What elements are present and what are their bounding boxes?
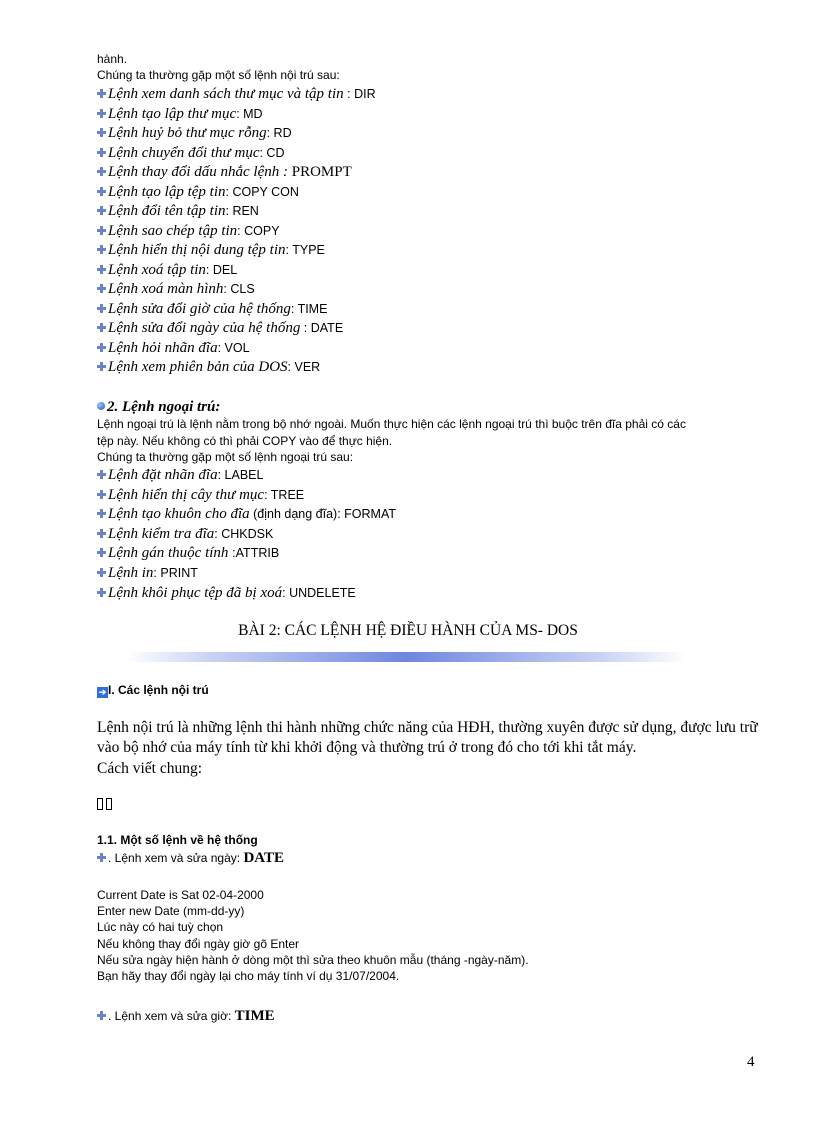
intro-paragraph: Lệnh nội trú là những lệnh thi hành những chức năng của HĐH, thường xuyên được sử dụng, được lưu trữ vào bộ nhớ của máy tính từ khi khởi động và thường trú ở trong đó cho tới khi tắt máy. bbox=[97, 719, 758, 756]
command-value: : RD bbox=[266, 126, 292, 140]
plus-bullet-icon bbox=[97, 187, 106, 196]
command-label: Lệnh gán thuộc tính bbox=[108, 545, 233, 562]
command-value: : REN bbox=[225, 204, 259, 218]
plus-bullet-icon bbox=[97, 304, 106, 313]
command-value: : CD bbox=[259, 145, 285, 160]
command-item bbox=[97, 84, 376, 103]
command-item bbox=[97, 279, 255, 298]
command-value: : VOL bbox=[217, 340, 250, 355]
plus-bullet-icon bbox=[97, 529, 106, 538]
heading-system-commands: 1.1. Một số lệnh về hệ thống bbox=[97, 833, 258, 847]
plus-bullet-icon bbox=[97, 568, 106, 577]
section-2-heading bbox=[97, 398, 220, 416]
command-item bbox=[97, 583, 356, 602]
command-label: Lệnh huỷ bỏ thư mục rỗng bbox=[108, 125, 267, 141]
heading-internal-commands bbox=[97, 683, 209, 698]
date-output-line: Nếu sửa ngày hiện hành ở dòng một thì sửa theo khuôn mẫu (tháng -ngày-năm). bbox=[97, 952, 529, 967]
command-item bbox=[97, 201, 259, 220]
command-value: : DIR bbox=[343, 87, 376, 101]
time-item-prefix: . Lệnh xem và sửa giờ: bbox=[108, 1009, 235, 1023]
command-value: : DATE bbox=[300, 321, 344, 335]
section-2-desc-3: Chúng ta thường gặp một số lệnh ngoại trú sau: bbox=[97, 450, 354, 464]
page-number: 4 bbox=[747, 1054, 755, 1070]
plus-bullet-icon bbox=[97, 148, 106, 157]
plus-bullet-icon bbox=[97, 1011, 106, 1020]
command-item bbox=[97, 123, 292, 142]
plus-bullet-icon bbox=[97, 167, 106, 176]
command-item bbox=[97, 104, 263, 123]
date-command-item bbox=[97, 850, 284, 867]
date-output-line: Enter new Date (mm-dd-yy) bbox=[97, 904, 245, 919]
command-label: Lệnh sửa đổi giờ của hệ thống bbox=[108, 300, 291, 317]
intro-line-1: hành. bbox=[97, 52, 128, 66]
command-item bbox=[97, 162, 352, 181]
section-2-desc-2: tệp này. Nếu không có thì phải COPY vào để thực hiện. bbox=[97, 434, 393, 448]
command-value: : COPY CON bbox=[225, 184, 299, 199]
plus-bullet-icon bbox=[97, 128, 106, 137]
arrow-box-icon: ➔ bbox=[98, 687, 107, 697]
plus-bullet-icon bbox=[97, 470, 106, 479]
command-label: Lệnh xem phiên bản của DOS bbox=[108, 359, 288, 375]
command-label: Lệnh tạo lập tệp tin bbox=[108, 183, 226, 200]
blue-dot-icon bbox=[97, 402, 105, 410]
plus-bullet-icon bbox=[97, 265, 106, 274]
command-item bbox=[97, 221, 280, 240]
command-value: : LABEL bbox=[217, 468, 264, 482]
command-value: PROMPT bbox=[287, 164, 352, 180]
date-item-prefix: . Lệnh xem và sửa ngày: bbox=[108, 851, 244, 865]
time-command-name: TIME bbox=[234, 1008, 275, 1024]
command-value: : TIME bbox=[290, 301, 328, 316]
command-label: Lệnh xem danh sách thư mục và tập tin bbox=[108, 86, 344, 102]
command-value: : TREE bbox=[264, 487, 305, 502]
command-label: Lệnh sửa đổi ngày của hệ thống bbox=[108, 320, 301, 336]
plus-bullet-icon bbox=[97, 284, 106, 293]
general-syntax-label: Cách viết chung: bbox=[97, 760, 203, 777]
command-item bbox=[97, 240, 325, 259]
plus-bullet-icon bbox=[97, 323, 106, 332]
section-2-desc-1: Lệnh ngoại trú là lệnh nằm trong bộ nhớ ngoài. Muốn thực hiện các lệnh ngoại trú thì buộc trên đĩa phải có các bbox=[97, 417, 686, 431]
plus-bullet-icon bbox=[97, 109, 106, 118]
gradient-divider bbox=[126, 652, 686, 662]
time-command-item bbox=[97, 1008, 275, 1025]
command-value: : COPY bbox=[237, 223, 280, 238]
syntax-placeholder bbox=[97, 798, 115, 813]
command-value: : PRINT bbox=[153, 566, 198, 580]
section-2-title: 2. Lệnh ngoại trú: bbox=[107, 399, 221, 415]
command-value: : CHKDSK bbox=[214, 526, 274, 541]
command-label: Lệnh đổi tên tập tin bbox=[108, 203, 226, 219]
command-item bbox=[97, 318, 343, 337]
command-item bbox=[97, 182, 299, 201]
date-output-line: Current Date is Sat 02-04-2000 bbox=[97, 888, 264, 902]
heading-1-text: I. Các lệnh nội trú bbox=[108, 683, 209, 697]
command-value: : TYPE bbox=[285, 243, 325, 257]
command-value: : VER bbox=[287, 360, 321, 374]
command-value: :ATTRIB bbox=[232, 546, 280, 561]
command-item bbox=[97, 543, 279, 562]
command-value: : CLS bbox=[223, 282, 255, 296]
command-label: Lệnh in bbox=[108, 565, 154, 581]
command-label: Lệnh xoá màn hình bbox=[108, 281, 224, 297]
plus-bullet-icon bbox=[97, 89, 106, 98]
command-label: Lệnh đặt nhãn đĩa bbox=[108, 467, 218, 483]
intro-line-2: Chúng ta thường gặp một số lệnh nội trú sau: bbox=[97, 68, 340, 82]
command-item bbox=[97, 357, 320, 376]
command-value: : DEL bbox=[205, 262, 238, 277]
plus-bullet-icon bbox=[97, 343, 106, 352]
command-item bbox=[97, 485, 304, 504]
plus-bullet-icon bbox=[97, 362, 106, 371]
command-label: Lệnh thay đổi dấu nhắc lệnh : bbox=[108, 164, 288, 180]
command-item bbox=[97, 504, 396, 523]
command-value: : UNDELETE bbox=[282, 585, 356, 600]
date-output-line: Nếu không thay đổi ngày giờ gõ Enter bbox=[97, 936, 300, 951]
command-item bbox=[97, 524, 273, 543]
plus-bullet-icon bbox=[97, 206, 106, 215]
plus-bullet-icon bbox=[97, 548, 106, 557]
command-label: Lệnh hiển thị cây thư mục bbox=[108, 486, 265, 503]
command-label: Lệnh khôi phục tệp đã bị xoá bbox=[108, 584, 283, 601]
command-label: Lệnh kiểm tra đĩa bbox=[108, 525, 215, 542]
plus-bullet-icon bbox=[97, 853, 106, 862]
plus-bullet-icon bbox=[97, 490, 106, 499]
empty-box-icon bbox=[106, 798, 112, 810]
command-label: Lệnh hiển thị nội dung tệp tin bbox=[108, 242, 286, 258]
plus-bullet-icon bbox=[97, 588, 106, 597]
command-value: : MD bbox=[236, 106, 263, 121]
command-label: Lệnh tạo lập thư mục bbox=[108, 105, 237, 122]
command-item bbox=[97, 260, 237, 279]
command-item bbox=[97, 563, 198, 582]
command-item bbox=[97, 465, 263, 484]
command-item bbox=[97, 143, 284, 162]
plus-bullet-icon bbox=[97, 245, 106, 254]
command-item bbox=[97, 338, 250, 357]
command-label: Lệnh sao chép tập tin bbox=[108, 222, 238, 239]
plus-bullet-icon bbox=[97, 226, 106, 235]
empty-box-icon bbox=[97, 798, 103, 810]
date-command-name: DATE bbox=[243, 850, 285, 866]
command-label: Lệnh chuyển đổi thư mục bbox=[108, 144, 260, 161]
command-item bbox=[97, 299, 327, 318]
date-output-line: Lúc này có hai tuỳ chọn bbox=[97, 920, 224, 935]
command-label: Lệnh tạo khuôn cho đĩa bbox=[108, 506, 250, 523]
command-label: Lệnh hỏi nhãn đĩa bbox=[108, 339, 218, 356]
command-label: Lệnh xoá tập tin bbox=[108, 261, 206, 278]
command-value: (định dạng đĩa): FORMAT bbox=[249, 507, 397, 522]
date-output-line: Bạn hãy thay đổi ngày lại cho máy tính ví dụ 31/07/2004. bbox=[97, 969, 400, 983]
lesson-title: BÀI 2: CÁC LỆNH HỆ ĐIỀU HÀNH CỦA MS- DOS bbox=[238, 622, 578, 639]
plus-bullet-icon bbox=[97, 509, 106, 518]
